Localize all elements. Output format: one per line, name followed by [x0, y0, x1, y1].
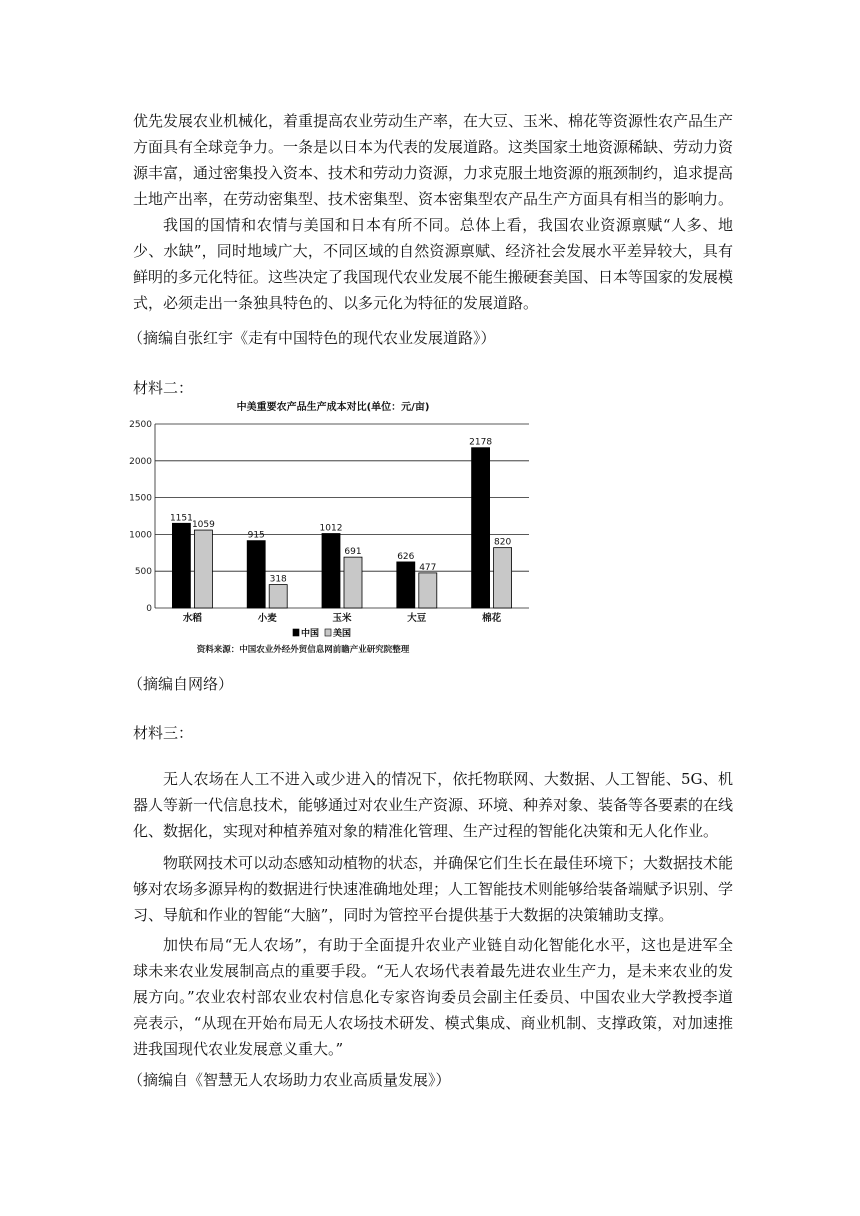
bar-usa-1 [269, 585, 287, 608]
material3-paragraph-3: 加快布局“无人农场”，有助于全面提升农业产业链自动化智能化水平，这也是进军全球未来农业发展制高点的重要手段。“无人农场代表着最先进农业生产力，是未来农业的发展方向。”农业农村部农业农村信息化专家咨询委员会副主任委员、中国农业大学教授李道亮表示，“从现在开始布局无人农场技术研发、模式集成、商业机制、支撑政策，对加速推进我国现代农业发展意义重大。” [133, 936, 733, 1058]
chart-title: 中美重要农产品生产成本对比(单位：元/亩) [236, 402, 430, 413]
x-tick-label: 大豆 [407, 613, 427, 624]
bar-usa-4 [494, 548, 512, 608]
bar-china-2 [322, 534, 340, 608]
bar-china-1 [247, 541, 265, 608]
chart-bars [170, 438, 512, 608]
material3-heading: 材料三： [133, 724, 194, 742]
y-tick-label: 2000 [129, 456, 152, 467]
bar-value-label: 1059 [191, 520, 215, 531]
cost-comparison-chart [129, 396, 533, 660]
bar-china-4 [472, 448, 490, 608]
bar-china-0 [172, 523, 190, 608]
material3-source: （摘编自《智慧无人农场助力农业高质量发展》） [128, 1071, 451, 1089]
chart-y-tick-labels [129, 420, 152, 614]
bar-usa-3 [419, 573, 437, 608]
x-tick-label: 水稻 [182, 613, 202, 624]
bar-usa-2 [344, 557, 362, 608]
bar-value-label: 2178 [469, 437, 493, 448]
chart-x-tick-labels [183, 612, 502, 624]
y-tick-label: 2500 [129, 420, 152, 430]
material2-source: （摘编自网络） [128, 675, 234, 693]
legend-swatch-china [293, 629, 299, 636]
x-tick-label: 棉花 [482, 613, 502, 624]
material1-paragraph-2: 我国的国情和农情与美国和日本有所不同。总体上看，我国农业资源禀赋“人多、地少、水缺”，同时地域广大，不同区域的自然资源禀赋、经济社会发展水平差异较大，具有鲜明的多元化特征。这些决定了我国现代农业发展不能生搬硬套美国、日本等国家的发展模式，必须走出一条独具特色的、以多元化为特征的发展道路。 [133, 216, 734, 312]
material2-heading: 材料二： [133, 379, 194, 397]
bar-value-label: 820 [494, 537, 512, 548]
legend-label-usa: 美国 [333, 629, 352, 639]
chart-svg [129, 396, 533, 660]
y-tick-label: 500 [134, 567, 152, 578]
bar-value-label: 1012 [319, 523, 343, 534]
bar-value-label: 318 [269, 574, 287, 585]
material1-paragraph-1: 优先发展农业机械化，着重提高农业劳动生产率，在大豆、玉米、棉花等资源性农产品生产方面具有全球竞争力。一条是以日本为代表的发展道路。这类国家土地资源稀缺、劳动力资源丰富，通过密集投入资本、技术和劳动力资源，力求克服土地资源的瓶颈制约，追求提高土地产出率，在劳动密集型、技术密集型、资本密集型农产品生产方面具有相当的影响力。 [133, 112, 734, 208]
bar-usa-0 [194, 530, 212, 608]
legend-label-china: 中国 [301, 629, 320, 639]
bar-value-label: 626 [397, 551, 415, 562]
bar-value-label: 915 [247, 530, 265, 541]
bar-value-label: 1151 [169, 513, 193, 524]
material3-paragraph-1: 无人农场在人工不进入或少进入的情况下，依托物联网、大数据、人工智能、5G、机器人等新一代信息技术，能够通过对农业生产资源、环境、种养对象、装备等各要素的在线化、数据化，实现对种植养殖对象的精准化管理、生产过程的智能化决策和无人化作业。 [133, 770, 734, 840]
y-tick-label: 1500 [129, 493, 152, 504]
chart-source-note: 资料来源：中国农业外经外贸信息网前瞻产业研究院整理 [196, 645, 410, 655]
material3-paragraph-2: 物联网技术可以动态感知动植物的状态，并确保它们生长在最佳环境下；大数据技术能够对农场多源异构的数据进行快速准确地处理；人工智能技术则能够给装备端赋予识别、学习、导航和作业的智能“大脑”，同时为管控平台提供基于大数据的决策辅助支撑。 [133, 854, 734, 924]
x-tick-label: 小麦 [257, 613, 277, 624]
x-tick-label: 玉米 [332, 613, 352, 624]
y-tick-label: 0 [146, 604, 152, 614]
bar-value-label: 477 [419, 562, 437, 573]
bar-value-label: 691 [344, 547, 362, 558]
y-tick-label: 1000 [129, 530, 152, 541]
chart-legend [293, 627, 351, 639]
bar-china-3 [397, 562, 415, 608]
legend-swatch-usa [325, 629, 331, 636]
material1-source: （摘编自张红宇《走有中国特色的现代农业发展道路》） [128, 329, 496, 347]
